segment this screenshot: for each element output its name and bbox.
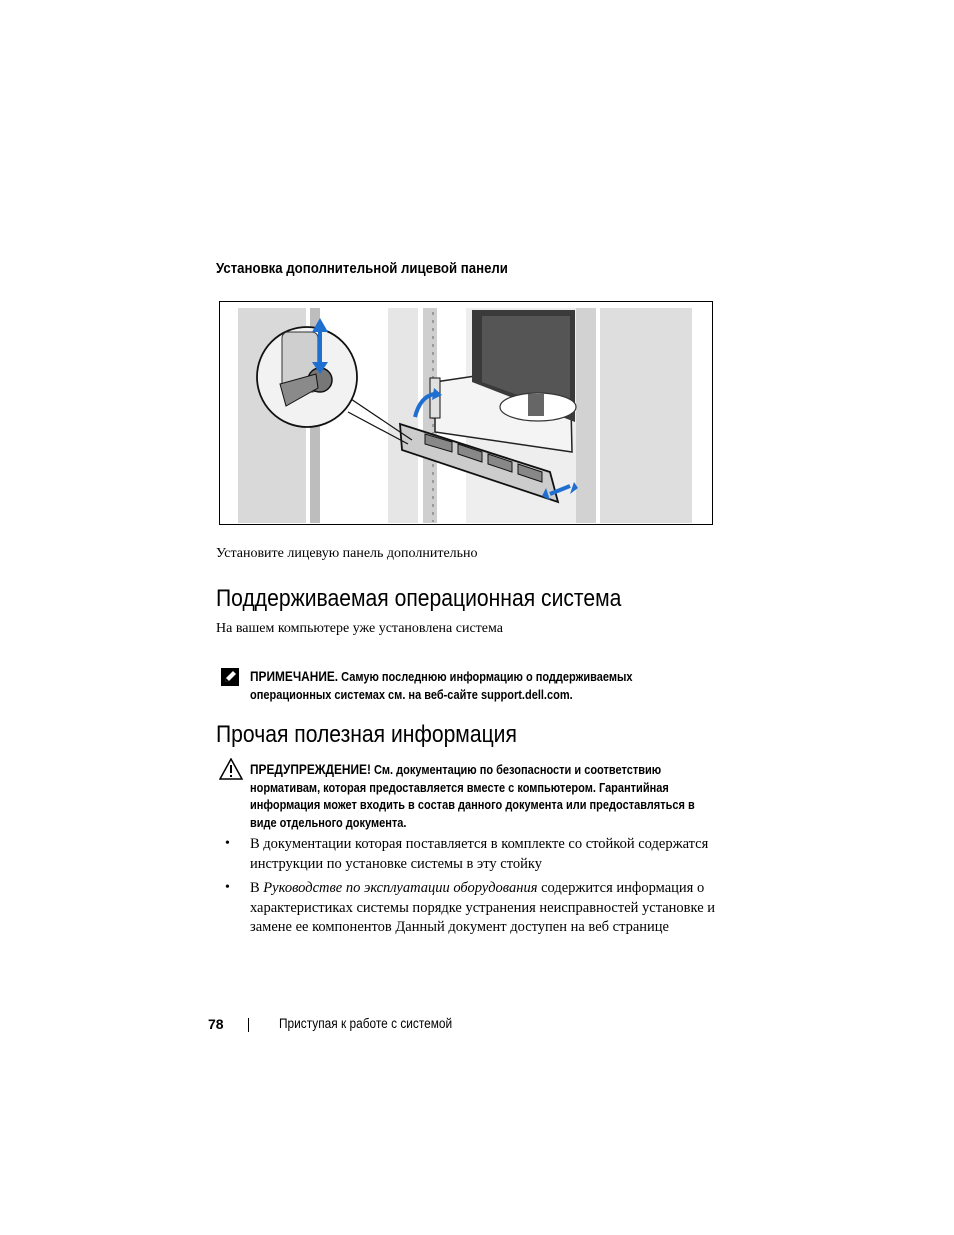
os-text: На вашем компьютере уже установлена система — [216, 621, 503, 636]
bezel-illustration — [220, 302, 713, 525]
heading-supported-os: Поддерживаемая операционная система — [216, 585, 622, 612]
figure-section-heading: Установка дополнительной лицевой панели — [216, 260, 508, 277]
footer-chapter-title: Приступая к работе с системой — [279, 1016, 453, 1031]
bullet-item-hardware-manual — [250, 879, 720, 938]
heading-other-info: Прочая полезная информация — [216, 721, 517, 748]
bezel-installation-figure — [219, 301, 713, 525]
note-block — [250, 668, 664, 704]
note-text: Самую последнюю информацию о поддерживаемых операционных системах см. на веб-сайте support.dell.com. — [250, 670, 633, 702]
page-number: 78 — [208, 1016, 224, 1032]
bullet-2-suffix: содержится информация о характеристиках системы порядке устранения неисправностей установке и замене ее компонентов Данный документ доступен на веб странице — [250, 880, 716, 935]
note-pencil-icon — [221, 668, 239, 691]
note-label: ПРИМЕЧАНИЕ. — [250, 669, 339, 684]
warning-text: См. документацию по безопасности и соответствию нормативам, которая предоставляется вместе с компьютером. Гарантийная информация может входить в состав данного документа или предоставляться в виде отдельного документа. — [250, 763, 695, 830]
bullet-item-rack-docs: В документации которая поставляется в комплекте со стойкой содержатся инструкции по установке системы в эту стойку — [250, 836, 709, 872]
figure-caption: Установите лицевую панель дополнительно — [216, 546, 478, 561]
hardware-manual-title: Руководстве по эксплуатации оборудования — [263, 880, 538, 896]
bullet-icon: • — [225, 880, 230, 895]
warning-triangle-icon — [219, 758, 243, 785]
bullet-2-prefix: В — [250, 880, 264, 896]
warning-label: ПРЕДУПРЕЖДЕНИЕ! — [250, 762, 371, 777]
bullet-icon: • — [225, 836, 230, 851]
footer-separator — [248, 1018, 249, 1032]
warning-block — [250, 761, 712, 832]
